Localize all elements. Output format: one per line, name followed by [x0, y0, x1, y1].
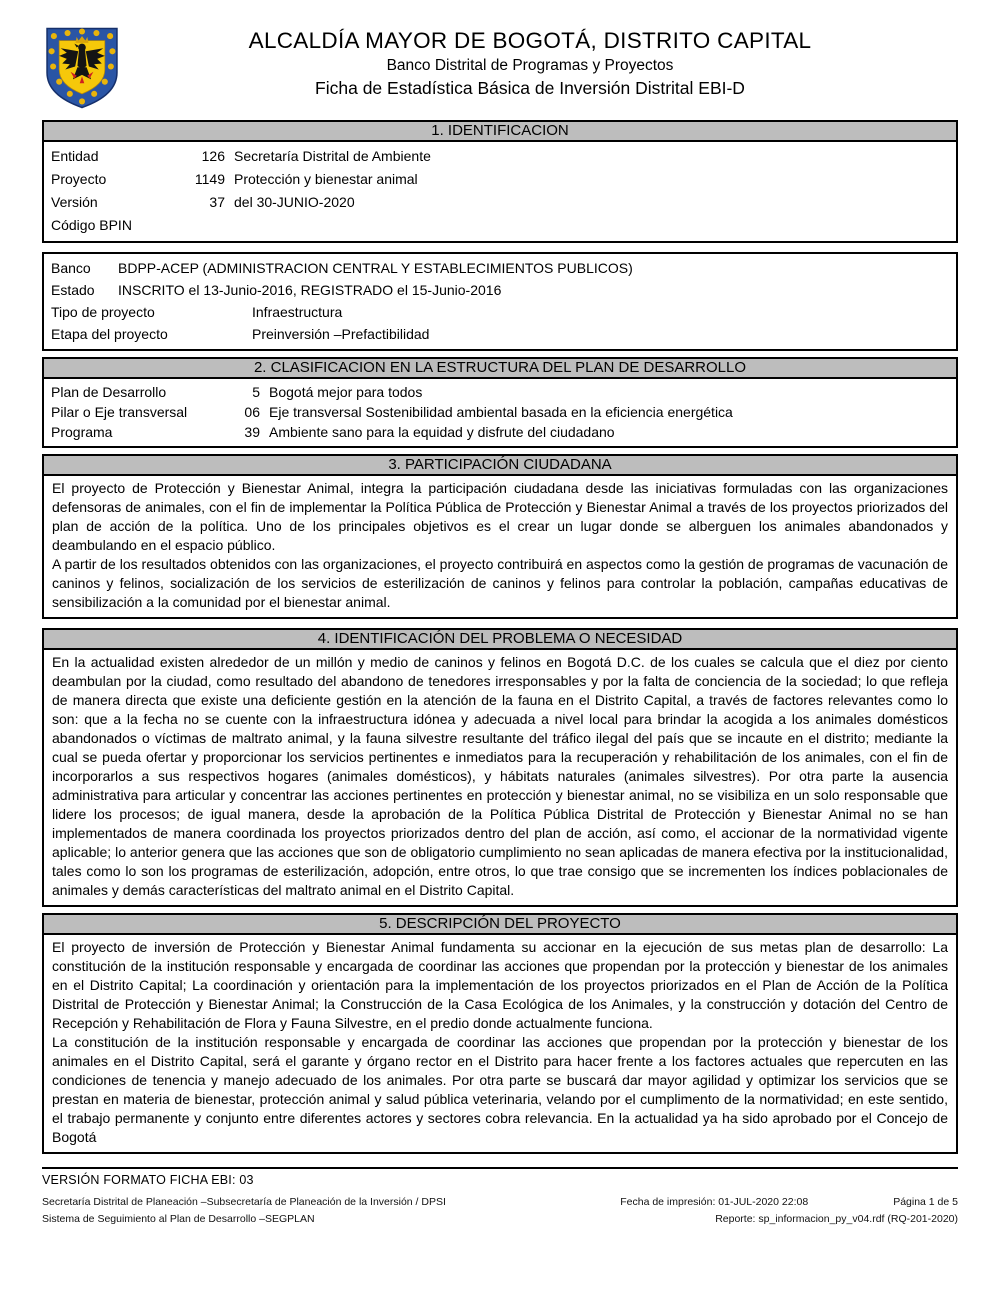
field-label: Etapa del proyecto [51, 326, 168, 342]
paragraph: A partir de los resultados obtenidos con las organizaciones, el proyecto contribuirá en aspectos como la gestión de programas de vacunación de caninos y felinos, socialización de los servicios de esterilización de caninos y felinos para controlar la población, campañas educativas de sensibilización a la comunidad por el bienestar animal. [52, 556, 948, 610]
field-label: Versión [51, 194, 98, 210]
section-problema [42, 628, 958, 907]
field-number: 1149 [194, 171, 225, 187]
footer-version: VERSIÓN FORMATO FICHA EBI: 03 [42, 1173, 254, 1187]
field-number [173, 214, 225, 237]
title-block [42, 22, 958, 99]
field-row-pilar-eje [51, 402, 949, 422]
field-value [234, 214, 949, 237]
footer-entity: Secretaría Distrital de Planeación –Subsecretaría de Planeación de la Inversión / DPSI [42, 1196, 446, 1208]
footer-print-date: Fecha de impresión: 01-JUL-2020 22:08 [620, 1196, 809, 1208]
document-header [42, 22, 958, 114]
field-value: INSCRITO el 13-Junio-2016, REGISTRADO el 15-Junio-2016 [118, 282, 502, 298]
section-body-clasificacion [42, 379, 958, 448]
field-row-version [51, 191, 949, 214]
field-value: Infraestructura [252, 304, 343, 320]
field-number: 06 [244, 404, 260, 420]
field-number: 37 [209, 194, 225, 210]
section-header-participacion: 3. PARTICIPACIÓN CIUDADANA [42, 454, 958, 476]
field-value: Protección y bienestar animal [234, 171, 418, 187]
field-label: Pilar o Eje transversal [51, 404, 188, 420]
footer-line-1 [42, 1194, 958, 1211]
footer [42, 1194, 958, 1228]
subtitle-banco: Banco Distrital de Programas y Proyectos [386, 57, 674, 74]
section-body-problema [42, 650, 958, 907]
field-label: Banco [51, 260, 91, 276]
footer-report-id: Reporte: sp_informacion_py_v04.rdf (RQ-201-2020) [715, 1213, 958, 1225]
field-row-programa [51, 422, 949, 442]
section-descripcion [42, 913, 958, 1154]
section-body-descripcion [42, 935, 958, 1154]
section-header-descripcion: 5. DESCRIPCIÓN DEL PROYECTO [42, 913, 958, 935]
footer-line-2 [42, 1211, 958, 1228]
footer-page-number: Página 1 de 5 [893, 1196, 958, 1208]
paragraph: La constitución de la institución responsable y encargada de coordinar las acciones que propendan por la protección y bienestar de los animales en el Distrito Capital, será el garante y órgano rector en el Distrito para hacer frente a los factores actuales que repercuten en las condiciones de tenencia y manejo adecuado de los animales. Por otra parte se buscará dar mayor agilidad y optimizar los servicios que se prestan en materia de bienestar, protección animal y salud pública veterinaria, velando por el cumplimento de la normatividad; en este sentido, el trabajo permanente y conjunto entre diferentes actores y sectores cobra relevancia. En la actualidad ya ha sido aprobado por el Concejo de Bogotá [52, 1034, 948, 1145]
field-number: 5 [252, 384, 260, 400]
subtitle-ficha: Ficha de Estadística Básica de Inversión Distrital EBI-D [315, 78, 745, 98]
section-header-problema: 4. IDENTIFICACIÓN DEL PROBLEMA O NECESIDAD [42, 628, 958, 650]
field-label: Código BPIN [51, 217, 132, 233]
coat-of-arms-icon [44, 24, 120, 112]
field-label: Programa [51, 424, 113, 440]
field-value: Preinversión –Prefactibilidad [252, 326, 430, 342]
section-banco-estado [42, 252, 958, 351]
field-row-tipo-proyecto [51, 301, 949, 323]
bogota-coat-of-arms-logo [44, 24, 120, 112]
footer-system: Sistema de Seguimiento al Plan de Desarrollo –SEGPLAN [42, 1213, 315, 1225]
footer-line-1-right [620, 1194, 958, 1211]
field-row-entidad [51, 145, 949, 168]
section-identificacion [42, 120, 958, 243]
field-row-banco [51, 257, 949, 279]
section-header-clasificacion: 2. CLASIFICACION EN LA ESTRUCTURA DEL PLAN DE DESARROLLO [42, 357, 958, 379]
section-header-identificacion: 1. IDENTIFICACION [42, 120, 958, 142]
field-label: Tipo de proyecto [51, 304, 155, 320]
field-label: Estado [51, 282, 95, 298]
field-value: Eje transversal Sostenibilidad ambiental basada en la eficiencia energética [269, 404, 733, 420]
field-value: del 30-JUNIO-2020 [234, 194, 355, 210]
field-row-estado [51, 279, 949, 301]
field-row-proyecto [51, 168, 949, 191]
section-body-participacion [42, 476, 958, 619]
field-number: 126 [201, 148, 225, 164]
field-value: Ambiente sano para la equidad y disfrute del ciudadano [269, 424, 615, 440]
field-value: Secretaría Distrital de Ambiente [234, 148, 431, 164]
field-number: 39 [244, 424, 260, 440]
field-label: Proyecto [51, 171, 107, 187]
field-value: BDPP-ACEP (ADMINISTRACION CENTRAL Y ESTABLECIMIENTOS PUBLICOS) [118, 260, 633, 276]
field-row-codigo-bpin [51, 214, 949, 237]
section-participacion [42, 454, 958, 619]
field-row-plan-desarrollo [51, 382, 949, 402]
paragraph: El proyecto de Protección y Bienestar Animal, integra la participación ciudadana desde las iniciativas formuladas con las organizaciones defensoras de animales, con el fin de implementar la Política Pública de Protección y Bienestar Animal a través de los proyectos priorizados del plan de acción de la política. Uno de los principales objetivos es el crear un lugar donde se alberguen los animales abandonados y deambulando en el espacio público. [52, 480, 948, 553]
paragraph: En la actualidad existen alrededor de un millón y medio de caninos y felinos en Bogotá D.C. de los cuales se calcula que el diez por ciento deambulan por la ciudad, como resultado del abandono de tenedores irresponsables y por la falta de conciencia de la sociedad; lo que refleja de manera directa que existe una deficiente gestión en la atención de la fauna en el Distrito Capital, a través de factores relevantes como lo son: que a la fecha no se cuente con la infraestructura idónea y adecuada a nivel local para brindar la acogida a los animales domésticos abandonados o víctimas de maltrato animal, y la fauna silvestre resultante del tráfico ilegal del país que se incaute en el distrito; mediante la cual se pueda ofertar y proporcionar los servicios pertinentes e inmediatos para la recuperación y rehabilitación de los animales, con el fin de incorporarlos a sus respectivos hogares (animales domésticos), y hábitats naturales (animales silvestres). Por otra parte la ausencia administrativa para articular y concentrar las acciones pertinentes en protección y bienestar animal, no se visibiliza en un solo responsable que lidere los procesos; de igual manera, desde la aprobación de la Política Pública Distrital de Protección y Bienestar Animal no se han implementados de manera coordinada los proyectos priorizados dentro del plan de acción, así como, el accionar de la normatividad vigente aplicable; lo anterior genera que las acciones que son de obligatorio cumplimiento no sean aplicadas de manera efectiva por la institucionalidad, tales como lo son los programas de esterilización, adopción, entre otros, lo que trae consigo que se incrementen los índices poblacionales de animales y demás características del maltrato animal en el Distrito Capital. [52, 654, 948, 898]
field-label: Plan de Desarrollo [51, 384, 167, 400]
section-clasificacion [42, 357, 958, 448]
section-body-identificacion [42, 142, 958, 243]
paragraph: El proyecto de inversión de Protección y Bienestar Animal fundamenta su accionar en la ejecución de sus metas plan de desarrollo: La constitución de la institución responsable y encargada de coordinar las acciones que propendan por la protección y bienestar de los animales en el Distrito Capital; La coordinación y orientación para la implementación de los proyectos priorizados en el Plan de Acción de la Política Distrital de Protección y Bienestar Animal; la Construcción de la Casa Ecológica de los Animales, y la construcción y dotación del Centro de Recepción y Rehabilitación de Flora y Fauna Silvestre, en el predio donde actualmente funciona. [52, 939, 948, 1031]
footer-divider [42, 1167, 958, 1169]
page-title: ALCALDÍA MAYOR DE BOGOTÁ, DISTRITO CAPITAL [248, 28, 812, 53]
field-row-etapa-proyecto [51, 323, 949, 345]
field-value: Bogotá mejor para todos [269, 384, 423, 400]
field-label: Entidad [51, 148, 99, 164]
